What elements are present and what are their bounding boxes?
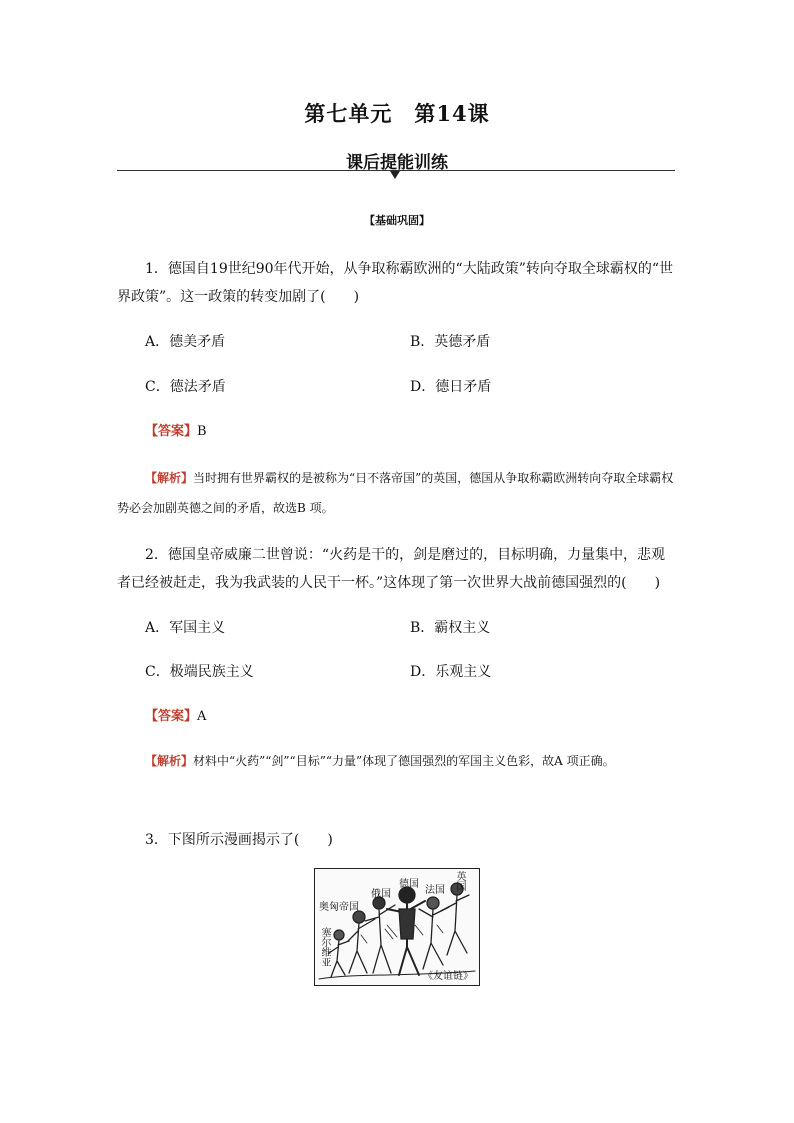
answer-value: A <box>197 709 207 724</box>
cartoon-label-austria-hungary: 奥匈帝国 <box>319 902 359 913</box>
q2-option-b: B．霸权主义 <box>410 620 491 636</box>
q2-answer <box>145 707 206 727</box>
q1-option-d: D．德日矛盾 <box>410 379 492 395</box>
explanation-tag: 【解析】 <box>145 754 194 768</box>
q2-option-c: C．极端民族主义 <box>145 664 254 680</box>
explanation-tag: 【解析】 <box>145 471 194 485</box>
section-heading: 【基础巩固】 <box>364 214 430 227</box>
q1-option-b: B．英德矛盾 <box>410 334 491 350</box>
q1-option-c: C．德法矛盾 <box>145 379 226 395</box>
q1-answer <box>145 422 207 442</box>
cartoon-label-serbia: 塞尔维亚 <box>319 927 330 967</box>
cartoon-label-britain: 英国 <box>454 871 465 891</box>
cartoon-caption: 《友谊链》 <box>423 971 473 982</box>
page-title: 第七单元 第14课 <box>304 101 490 126</box>
answer-value: B <box>197 424 207 439</box>
answer-tag: 【答案】 <box>145 709 198 724</box>
q2-option-a: A．军国主义 <box>145 620 226 636</box>
cartoon-label-france: 法国 <box>425 885 445 896</box>
answer-tag: 【答案】 <box>145 424 198 439</box>
explanation-text: 材料中“火药”“剑”“目标”“力量”体现了德国强烈的军国主义色彩，故A 项正确。 <box>193 754 615 768</box>
question-3-stem: 3．下图所示漫画揭示了( ) <box>145 832 333 848</box>
cartoon-label-germany: 德国 <box>399 879 419 890</box>
explanation-text: 当时拥有世界霸权的是被称为“日不落帝国”的英国，德国从争取称霸欧洲转向夺取全球霸权势必会加剧英德之间的矛盾，故选B 项。 <box>117 471 674 515</box>
q2-explanation <box>117 746 677 776</box>
divider-marker-icon <box>390 171 400 179</box>
q1-explanation <box>117 463 677 523</box>
page-subtitle: 课后提能训练 <box>346 153 448 173</box>
question-1-stem: 1．德国自19世纪90年代开始，从争取称霸欧洲的“大陆政策”转向夺取全球霸权的“世界政策”。这一政策的转变加剧了( ) <box>117 261 674 305</box>
q1-option-a: A．德美矛盾 <box>145 334 226 350</box>
cartoon-label-russia: 俄国 <box>371 889 391 900</box>
question-2-stem: 2．德国皇帝威廉二世曾说：“火药是干的，剑是磨过的，目标明确，力量集中，悲观者已经被赶走，我为我武装的人民干一杯。”这体现了第一次世界大战前德国强烈的( ) <box>117 547 666 591</box>
q2-option-d: D．乐观主义 <box>410 664 492 680</box>
cartoon-image <box>314 868 480 986</box>
